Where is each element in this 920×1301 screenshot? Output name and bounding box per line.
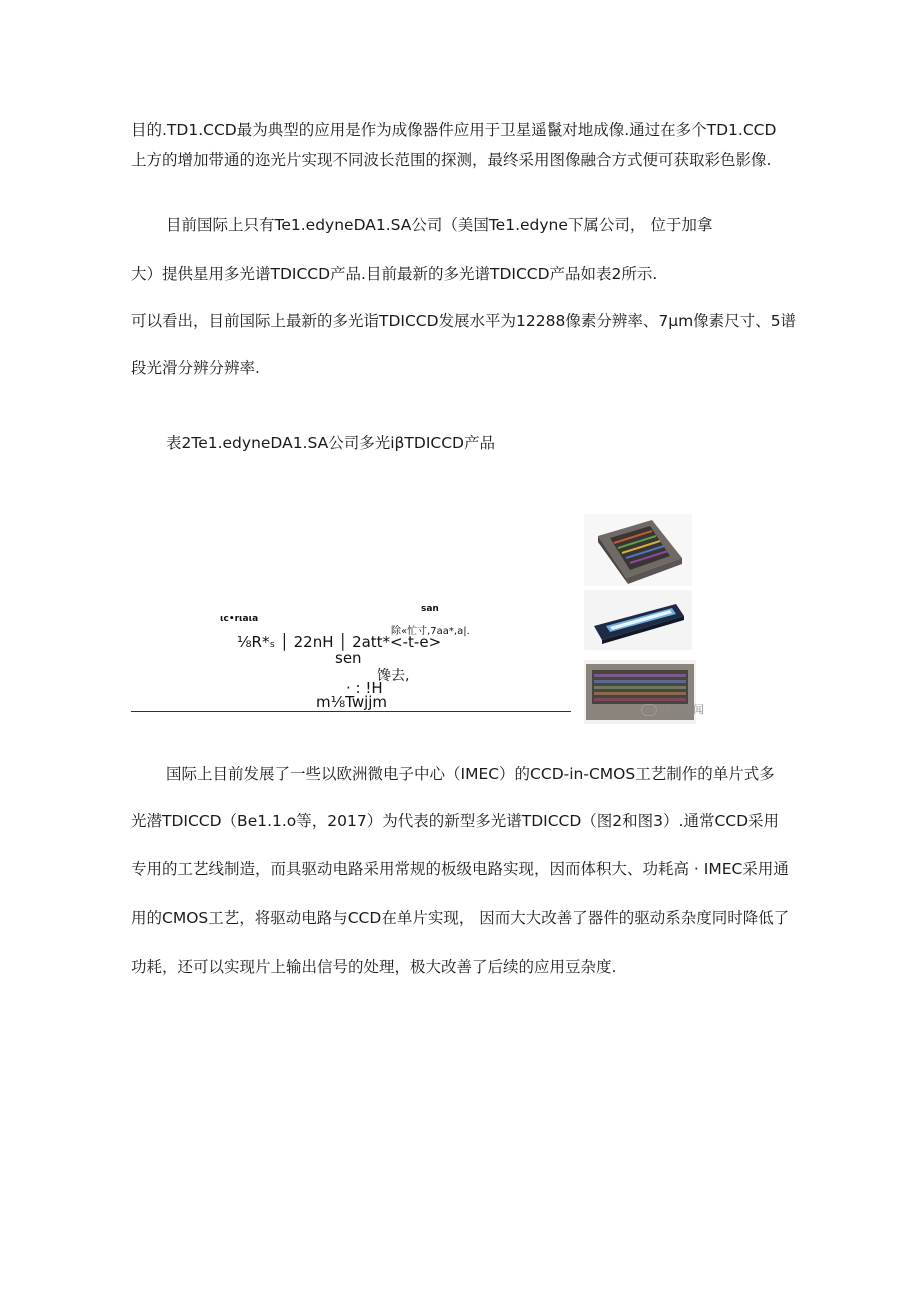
table-caption: 表2Te1.edyneDA1.SA公司多光iβTDICCD产品: [166, 434, 495, 452]
paragraph-3-line-1: 可以看出，目前国际上最新的多光诣TDICCD发展水平为12288像素分辨率、7μm像素尺寸、5谱: [131, 312, 797, 330]
paragraph-4-line-1: 国际上目前发展了一些以欧洲微电子中心（IMEC）的CCD-in-CMOS工艺制作的单片式多: [166, 765, 775, 783]
garbled-text: m⅛Twjjm: [316, 693, 388, 711]
garbled-text: san: [421, 604, 439, 614]
watermark-text: 红外芯闻: [660, 703, 704, 716]
paragraph-4-line-3: 专用的工艺线制造，而具驱动电路采用常规的板级电路实现，因而体积大、功耗高 · IMEC采用通: [131, 860, 789, 878]
wechat-icon: [641, 704, 657, 716]
garbled-text: 馋去,: [377, 668, 410, 684]
paragraph-2-line-1: 目前国际上只有Te1.edyneDA1.SA公司（美国Te1.edyne下属公司， 位于加拿: [166, 216, 713, 234]
garbled-text: · : !H: [346, 679, 383, 697]
paragraph-4-line-4: 用的CMOS工艺，将驱动电路与CCD在单片实现， 因而大大改善了器件的驱动系杂度同时降低了: [131, 909, 790, 927]
garbled-text: ⅛R*ₛ │ 22nH │ 2att*<-t-e>: [237, 633, 442, 651]
sensor-chip-photo-2: [584, 590, 692, 650]
paragraph-1-line-1: 目的.TD1.CCD最为典型的应用是作为成像器件应用于卫星遥鬣对地成像.通过在多个TD1.CCD: [131, 121, 777, 139]
garbled-text: 除«忙寸,7aa*,a|.: [391, 626, 470, 637]
paragraph-3-line-2: 段光滑分辨分辨率.: [131, 359, 260, 377]
paragraph-2-line-2: 大）提供星用多光谱TDICCD产品.目前最新的多光谱TDICCD产品如表2所示.: [131, 265, 658, 283]
sensor-chip-photo-1: [584, 514, 692, 586]
watermark: [641, 701, 704, 717]
paragraph-4-line-2: 光潜TDICCD（Be1.1.o等，2017）为代表的新型多光谱TDICCD（图2和图3）.通常CCD采用: [131, 812, 780, 830]
garbled-text: ιc•rιaιa: [220, 614, 259, 624]
paragraph-1-line-2: 上方的增加带通的迩光片实现不同波长范围的探测，最终采用图像融合方式便可获取彩色影像.: [131, 151, 772, 169]
paragraph-4-line-5: 功耗，还可以实现片上输出信号的处理，极大改善了后续的应用豆杂度.: [131, 958, 617, 976]
table-bottom-rule: [131, 711, 571, 712]
garbled-text: sen: [335, 649, 362, 667]
